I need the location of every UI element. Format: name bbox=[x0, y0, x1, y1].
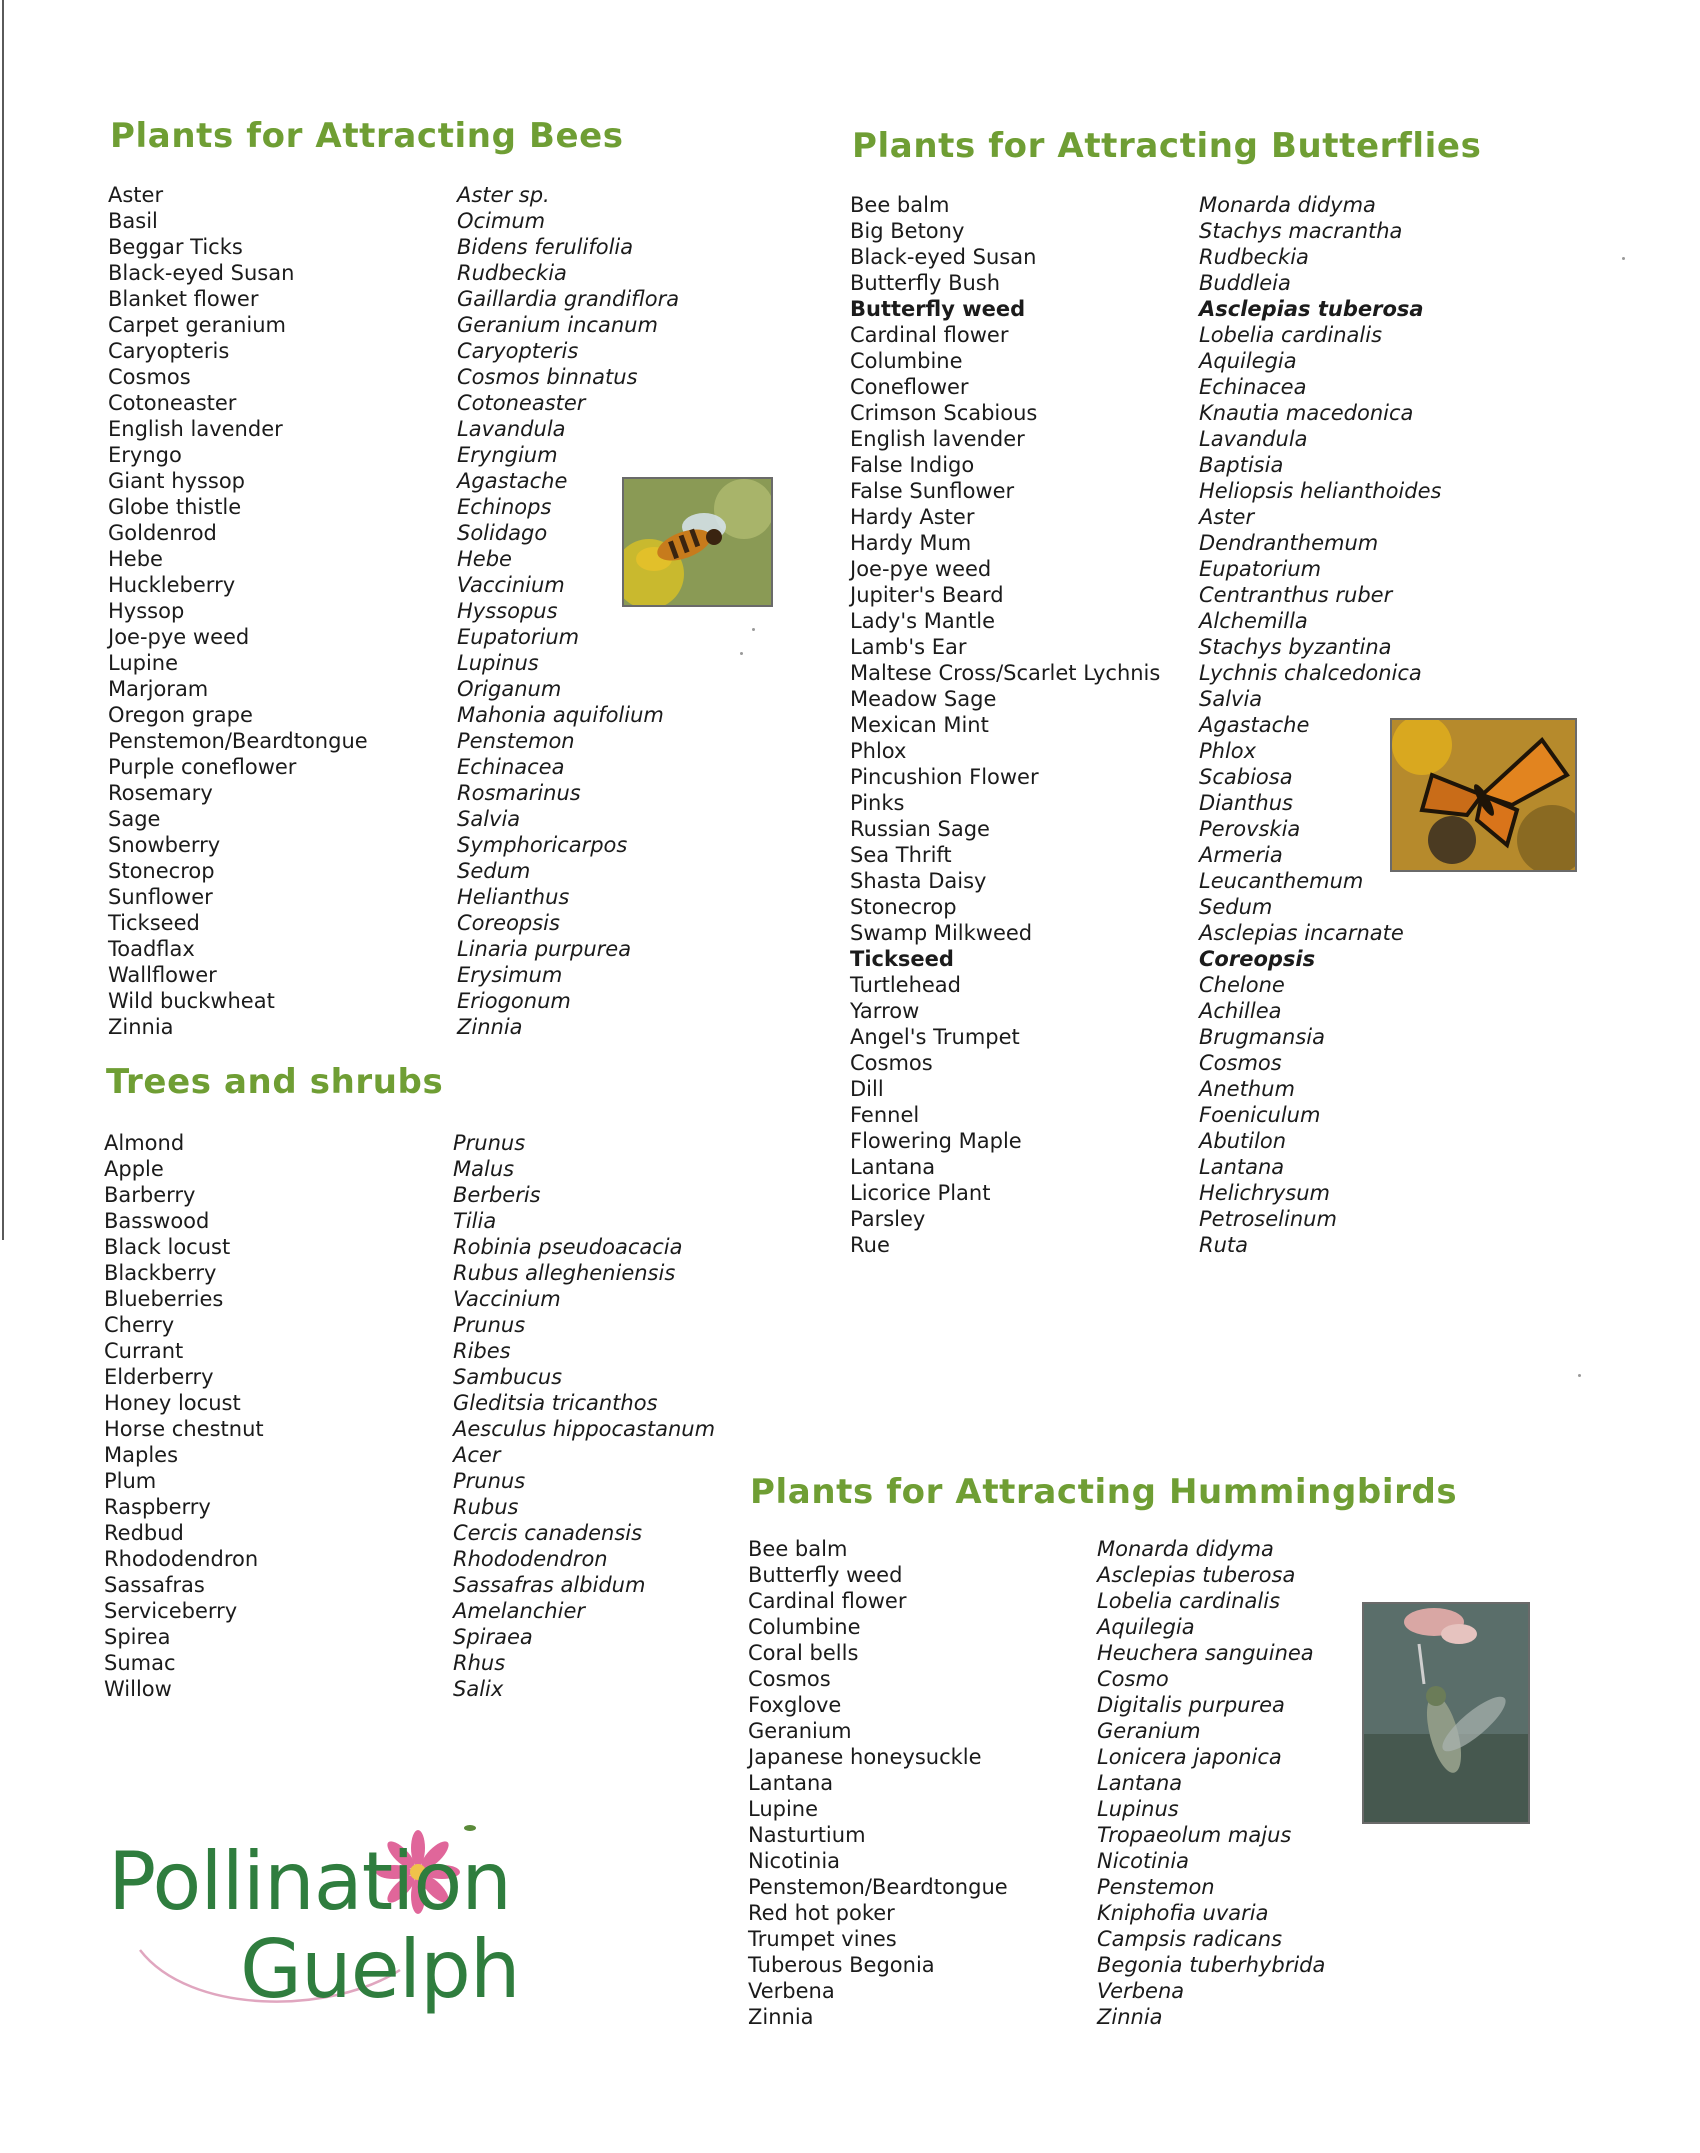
plant-name: Penstemon/Beardtongue bbox=[748, 1875, 1008, 1899]
latin-name: Begonia tuberhybrida bbox=[1097, 1953, 1326, 1977]
latin-name: Foeniculum bbox=[1199, 1103, 1321, 1127]
latin-name: Hyssopus bbox=[457, 599, 558, 623]
plant-name: Joe-pye weed bbox=[850, 557, 992, 581]
latin-name: Vaccinium bbox=[457, 573, 565, 597]
plant-name: False Sunflower bbox=[850, 479, 1015, 503]
latin-name: Lavandula bbox=[1199, 427, 1308, 451]
latin-name: Aesculus hippocastanum bbox=[453, 1417, 716, 1441]
latin-name: Lobelia cardinalis bbox=[1199, 323, 1383, 347]
latin-name: Armeria bbox=[1199, 843, 1283, 867]
plant-name: Spirea bbox=[104, 1625, 171, 1649]
latin-name: Knautia macedonica bbox=[1199, 401, 1414, 425]
latin-name: Eupatorium bbox=[1199, 557, 1322, 581]
latin-name: Lonicera japonica bbox=[1097, 1745, 1282, 1769]
plant-name: Blanket flower bbox=[108, 287, 259, 311]
hummingbird-illustration bbox=[1364, 1604, 1528, 1822]
plant-name: Tickseed bbox=[108, 911, 200, 935]
latin-name: Perovskia bbox=[1199, 817, 1301, 841]
plant-name: Angel's Trumpet bbox=[850, 1025, 1020, 1049]
plant-name: Lantana bbox=[850, 1155, 936, 1179]
latin-name: Coreopsis bbox=[457, 911, 560, 935]
latin-name: Vaccinium bbox=[453, 1287, 561, 1311]
trees-latin-list bbox=[453, 1130, 715, 1702]
latin-name: Nicotinia bbox=[1097, 1849, 1190, 1873]
plant-name: Lupine bbox=[748, 1797, 819, 1821]
plant-name: Foxglove bbox=[748, 1693, 842, 1717]
latin-name: Solidago bbox=[457, 521, 548, 545]
plant-name: Tuberous Begonia bbox=[748, 1953, 935, 1977]
butterflies-common-list bbox=[850, 192, 1160, 1258]
latin-name: Phlox bbox=[1199, 739, 1257, 763]
trees-common-list bbox=[104, 1130, 264, 1702]
latin-name: Lychnis chalcedonica bbox=[1199, 661, 1422, 685]
plant-name: Penstemon/Beardtongue bbox=[108, 729, 368, 753]
plant-name: Snowberry bbox=[108, 833, 221, 857]
plant-name: Rue bbox=[850, 1233, 890, 1257]
plant-name: Coneflower bbox=[850, 375, 969, 399]
plant-name: Cardinal flower bbox=[748, 1589, 907, 1613]
plant-name: Rhododendron bbox=[104, 1547, 259, 1571]
plant-name: Serviceberry bbox=[104, 1599, 238, 1623]
plant-name: Redbud bbox=[104, 1521, 184, 1545]
plant-name: Sassafras bbox=[104, 1573, 205, 1597]
latin-name: Eriogonum bbox=[457, 989, 571, 1013]
plant-name: Giant hyssop bbox=[108, 469, 245, 493]
plant-name: Lamb's Ear bbox=[850, 635, 967, 659]
latin-name: Petroselinum bbox=[1199, 1207, 1337, 1231]
plant-name: Goldenrod bbox=[108, 521, 217, 545]
latin-name: Eryngium bbox=[457, 443, 558, 467]
latin-name: Berberis bbox=[453, 1183, 541, 1207]
latin-name: Asclepias tuberosa bbox=[1097, 1563, 1296, 1587]
pollination-guelph-logo bbox=[100, 1800, 540, 2030]
plant-name: Licorice Plant bbox=[850, 1181, 991, 1205]
latin-name: Prunus bbox=[453, 1313, 526, 1337]
bees-heading: Plants for Attracting Bees bbox=[110, 116, 624, 156]
plant-name: Japanese honeysuckle bbox=[748, 1745, 982, 1769]
latin-name: Agastache bbox=[1199, 713, 1310, 737]
latin-name: Rudbeckia bbox=[1199, 245, 1309, 269]
plant-name: Cardinal flower bbox=[850, 323, 1009, 347]
plant-name: Columbine bbox=[850, 349, 963, 373]
plant-name: Basswood bbox=[104, 1209, 210, 1233]
butterfly-illustration bbox=[1392, 720, 1575, 870]
plant-name: Butterfly weed bbox=[850, 297, 1026, 321]
bees-latin-list bbox=[457, 182, 679, 1040]
latin-name: Linaria purpurea bbox=[457, 937, 632, 961]
butterfly-photo bbox=[1390, 718, 1577, 872]
latin-name: Geranium incanum bbox=[457, 313, 658, 337]
plant-name: Stonecrop bbox=[108, 859, 215, 883]
latin-name: Spiraea bbox=[453, 1625, 533, 1649]
latin-name: Sassafras albidum bbox=[453, 1573, 646, 1597]
plant-name: Hardy Mum bbox=[850, 531, 972, 555]
plant-name: Rosemary bbox=[108, 781, 213, 805]
latin-name: Rhododendron bbox=[453, 1547, 608, 1571]
latin-name: Achillea bbox=[1199, 999, 1282, 1023]
latin-name: Asclepias tuberosa bbox=[1199, 297, 1424, 321]
latin-name: Echinacea bbox=[1199, 375, 1307, 399]
latin-name: Heliopsis helianthoides bbox=[1199, 479, 1442, 503]
latin-name: Digitalis purpurea bbox=[1097, 1693, 1285, 1717]
butterflies-heading: Plants for Attracting Butterflies bbox=[852, 126, 1482, 166]
plant-name: Red hot poker bbox=[748, 1901, 895, 1925]
latin-name: Salix bbox=[453, 1677, 504, 1701]
plant-name: Turtlehead bbox=[850, 973, 961, 997]
plant-name: Bee balm bbox=[850, 193, 950, 217]
plant-name: Beggar Ticks bbox=[108, 235, 243, 259]
plant-name: Elderberry bbox=[104, 1365, 214, 1389]
plant-name: Plum bbox=[104, 1469, 157, 1493]
plant-name: Basil bbox=[108, 209, 158, 233]
latin-name: Tilia bbox=[453, 1209, 497, 1233]
plant-name: Geranium bbox=[748, 1719, 852, 1743]
latin-name: Buddleia bbox=[1199, 271, 1291, 295]
latin-name: Heuchera sanguinea bbox=[1097, 1641, 1314, 1665]
latin-name: Erysimum bbox=[457, 963, 563, 987]
plant-name: Maltese Cross/Scarlet Lychnis bbox=[850, 661, 1161, 685]
latin-name: Brugmansia bbox=[1199, 1025, 1325, 1049]
plant-name: Trumpet vines bbox=[748, 1927, 897, 1951]
plant-name: Globe thistle bbox=[108, 495, 242, 519]
latin-name: Gleditsia tricanthos bbox=[453, 1391, 658, 1415]
latin-name: Acer bbox=[453, 1443, 501, 1467]
hummingbirds-latin-list bbox=[1097, 1536, 1325, 2030]
plant-name: Shasta Daisy bbox=[850, 869, 987, 893]
latin-name: Rhus bbox=[453, 1651, 506, 1675]
latin-name: Bidens ferulifolia bbox=[457, 235, 634, 259]
latin-name: Centranthus ruber bbox=[1199, 583, 1393, 607]
scan-speck bbox=[740, 652, 743, 655]
latin-name: Rudbeckia bbox=[457, 261, 567, 285]
plant-name: Joe-pye weed bbox=[108, 625, 250, 649]
plant-name: Purple coneflower bbox=[108, 755, 297, 779]
scan-speck bbox=[752, 628, 755, 631]
latin-name: Chelone bbox=[1199, 973, 1285, 997]
bees-common-list bbox=[108, 182, 368, 1040]
latin-name: Asclepias incarnate bbox=[1199, 921, 1404, 945]
latin-name: Mahonia aquifolium bbox=[457, 703, 664, 727]
plant-name: Black-eyed Susan bbox=[108, 261, 295, 285]
latin-name: Monarda didyma bbox=[1097, 1537, 1274, 1561]
latin-name: Abutilon bbox=[1199, 1129, 1287, 1153]
logo-line1: Pollination bbox=[108, 1835, 511, 1928]
hummingbirds-heading: Plants for Attracting Hummingbirds bbox=[750, 1472, 1458, 1512]
latin-name: Penstemon bbox=[457, 729, 575, 753]
plant-name: English lavender bbox=[108, 417, 283, 441]
plant-name: Pinks bbox=[850, 791, 905, 815]
plant-name: Pincushion Flower bbox=[850, 765, 1039, 789]
latin-name: Alchemilla bbox=[1199, 609, 1308, 633]
latin-name: Aster bbox=[1199, 505, 1255, 529]
latin-name: Malus bbox=[453, 1157, 515, 1181]
plant-name: Eryngo bbox=[108, 443, 182, 467]
latin-name: Lavandula bbox=[457, 417, 566, 441]
latin-name: Lupinus bbox=[1097, 1797, 1179, 1821]
latin-name: Salvia bbox=[1199, 687, 1263, 711]
latin-name: Stachys byzantina bbox=[1199, 635, 1392, 659]
plant-name: Sunflower bbox=[108, 885, 213, 909]
latin-name: Origanum bbox=[457, 677, 562, 701]
plant-name: Crimson Scabious bbox=[850, 401, 1038, 425]
plant-name: Cherry bbox=[104, 1313, 175, 1337]
scan-speck bbox=[1622, 257, 1625, 260]
latin-name: Penstemon bbox=[1097, 1875, 1215, 1899]
latin-name: Robinia pseudoacacia bbox=[453, 1235, 683, 1259]
plant-name: Barberry bbox=[104, 1183, 196, 1207]
logo-line2: Guelph bbox=[240, 1923, 520, 2016]
plant-name: Cosmos bbox=[850, 1051, 933, 1075]
plant-name: Wallflower bbox=[108, 963, 217, 987]
latin-name: Monarda didyma bbox=[1199, 193, 1376, 217]
plant-name: Meadow Sage bbox=[850, 687, 997, 711]
latin-name: Helianthus bbox=[457, 885, 570, 909]
plant-name: Sea Thrift bbox=[850, 843, 952, 867]
plant-name: Lupine bbox=[108, 651, 179, 675]
latin-name: Kniphofia uvaria bbox=[1097, 1901, 1269, 1925]
plant-name: Columbine bbox=[748, 1615, 861, 1639]
latin-name: Rubus allegheniensis bbox=[453, 1261, 676, 1285]
plant-name: Cosmos bbox=[108, 365, 191, 389]
latin-name: Leucanthemum bbox=[1199, 869, 1364, 893]
page-edge-line bbox=[2, 0, 4, 1240]
latin-name: Coreopsis bbox=[1199, 947, 1316, 971]
plant-name: Parsley bbox=[850, 1207, 926, 1231]
latin-name: Salvia bbox=[457, 807, 521, 831]
scan-speck bbox=[1578, 1374, 1581, 1377]
latin-name: Prunus bbox=[453, 1469, 526, 1493]
latin-name: Ribes bbox=[453, 1339, 511, 1363]
plant-name: Jupiter's Beard bbox=[850, 583, 1004, 607]
plant-name: Black-eyed Susan bbox=[850, 245, 1037, 269]
bee-photo bbox=[622, 477, 773, 607]
latin-name: Aquilegia bbox=[1097, 1615, 1195, 1639]
plant-name: Nasturtium bbox=[748, 1823, 866, 1847]
latin-name: Sedum bbox=[457, 859, 531, 883]
plant-name: Verbena bbox=[748, 1979, 835, 2003]
latin-name: Lantana bbox=[1199, 1155, 1285, 1179]
latin-name: Tropaeolum majus bbox=[1097, 1823, 1292, 1847]
latin-name: Hebe bbox=[457, 547, 512, 571]
bee-illustration bbox=[624, 479, 771, 605]
plant-name: Currant bbox=[104, 1339, 184, 1363]
plant-name: Dill bbox=[850, 1077, 884, 1101]
plant-name: Stonecrop bbox=[850, 895, 957, 919]
latin-name: Echinacea bbox=[457, 755, 565, 779]
latin-name: Zinnia bbox=[1097, 2005, 1163, 2029]
plant-name: Oregon grape bbox=[108, 703, 253, 727]
plant-name: Maples bbox=[104, 1443, 179, 1467]
latin-name: Sambucus bbox=[453, 1365, 563, 1389]
plant-name: Hebe bbox=[108, 547, 163, 571]
plant-name: Caryopteris bbox=[108, 339, 230, 363]
latin-name: Geranium bbox=[1097, 1719, 1201, 1743]
plant-name: Yarrow bbox=[850, 999, 920, 1023]
latin-name: Lantana bbox=[1097, 1771, 1183, 1795]
plant-name: Blackberry bbox=[104, 1261, 217, 1285]
plant-name: Horse chestnut bbox=[104, 1417, 264, 1441]
latin-name: Verbena bbox=[1097, 1979, 1185, 2003]
plant-name: Zinnia bbox=[108, 1015, 174, 1039]
latin-name: Sedum bbox=[1199, 895, 1273, 919]
latin-name: Ocimum bbox=[457, 209, 546, 233]
latin-name: Cosmos binnatus bbox=[457, 365, 638, 389]
latin-name: Campsis radicans bbox=[1097, 1927, 1283, 1951]
latin-name: Dianthus bbox=[1199, 791, 1293, 815]
latin-name: Scabiosa bbox=[1199, 765, 1293, 789]
latin-name: Ruta bbox=[1199, 1233, 1249, 1257]
latin-name: Zinnia bbox=[457, 1015, 523, 1039]
plant-name: Cotoneaster bbox=[108, 391, 237, 415]
trees-heading: Trees and shrubs bbox=[106, 1062, 444, 1102]
plant-name: Cosmos bbox=[748, 1667, 831, 1691]
plant-name: Russian Sage bbox=[850, 817, 990, 841]
plant-name: False Indigo bbox=[850, 453, 975, 477]
plant-name: Hyssop bbox=[108, 599, 185, 623]
plant-name: Sumac bbox=[104, 1651, 176, 1675]
latin-name: Cosmo bbox=[1097, 1667, 1169, 1691]
hummingbird-photo bbox=[1362, 1602, 1530, 1824]
latin-name: Helichrysum bbox=[1199, 1181, 1331, 1205]
plant-name: Fennel bbox=[850, 1103, 920, 1127]
plant-name: Toadflax bbox=[108, 937, 195, 961]
plant-name: Tickseed bbox=[850, 947, 954, 971]
plant-name: English lavender bbox=[850, 427, 1025, 451]
plant-name: Flowering Maple bbox=[850, 1129, 1022, 1153]
plant-name: Phlox bbox=[850, 739, 907, 763]
latin-name: Aquilegia bbox=[1199, 349, 1297, 373]
plant-name: Lantana bbox=[748, 1771, 834, 1795]
plant-name: Aster bbox=[108, 183, 164, 207]
plant-name: Carpet geranium bbox=[108, 313, 286, 337]
plant-name: Big Betony bbox=[850, 219, 965, 243]
latin-name: Baptisia bbox=[1199, 453, 1284, 477]
latin-name: Lobelia cardinalis bbox=[1097, 1589, 1281, 1613]
plant-name: Black locust bbox=[104, 1235, 231, 1259]
latin-name: Cosmos bbox=[1199, 1051, 1282, 1075]
plant-name: Coral bells bbox=[748, 1641, 859, 1665]
latin-name: Dendranthemum bbox=[1199, 531, 1379, 555]
latin-name: Cotoneaster bbox=[457, 391, 586, 415]
plant-name: Blueberries bbox=[104, 1287, 224, 1311]
latin-name: Rosmarinus bbox=[457, 781, 581, 805]
plant-name: Butterfly Bush bbox=[850, 271, 1001, 295]
plant-name: Butterfly weed bbox=[748, 1563, 903, 1587]
plant-name: Hardy Aster bbox=[850, 505, 975, 529]
latin-name: Rubus bbox=[453, 1495, 519, 1519]
latin-name: Caryopteris bbox=[457, 339, 579, 363]
plant-name: Zinnia bbox=[748, 2005, 814, 2029]
latin-name: Gaillardia grandiflora bbox=[457, 287, 680, 311]
plant-name: Almond bbox=[104, 1131, 185, 1155]
plant-name: Mexican Mint bbox=[850, 713, 989, 737]
latin-name: Symphoricarpos bbox=[457, 833, 628, 857]
plant-name: Apple bbox=[104, 1157, 164, 1181]
latin-name: Aster sp. bbox=[457, 183, 550, 207]
latin-name: Eupatorium bbox=[457, 625, 580, 649]
plant-name: Nicotinia bbox=[748, 1849, 841, 1873]
latin-name: Echinops bbox=[457, 495, 552, 519]
plant-name: Raspberry bbox=[104, 1495, 211, 1519]
latin-name: Agastache bbox=[457, 469, 568, 493]
latin-name: Prunus bbox=[453, 1131, 526, 1155]
latin-name: Amelanchier bbox=[453, 1599, 585, 1623]
plant-name: Lady's Mantle bbox=[850, 609, 996, 633]
latin-name: Anethum bbox=[1199, 1077, 1295, 1101]
hummingbirds-common-list bbox=[748, 1536, 1008, 2030]
plant-name: Honey locust bbox=[104, 1391, 241, 1415]
plant-name: Willow bbox=[104, 1677, 172, 1701]
plant-name: Sage bbox=[108, 807, 161, 831]
plant-name: Marjoram bbox=[108, 677, 209, 701]
latin-name: Stachys macrantha bbox=[1199, 219, 1403, 243]
plant-name: Swamp Milkweed bbox=[850, 921, 1033, 945]
latin-name: Lupinus bbox=[457, 651, 539, 675]
plant-name: Bee balm bbox=[748, 1537, 848, 1561]
latin-name: Cercis canadensis bbox=[453, 1521, 643, 1545]
plant-name: Wild buckwheat bbox=[108, 989, 275, 1013]
plant-name: Huckleberry bbox=[108, 573, 236, 597]
